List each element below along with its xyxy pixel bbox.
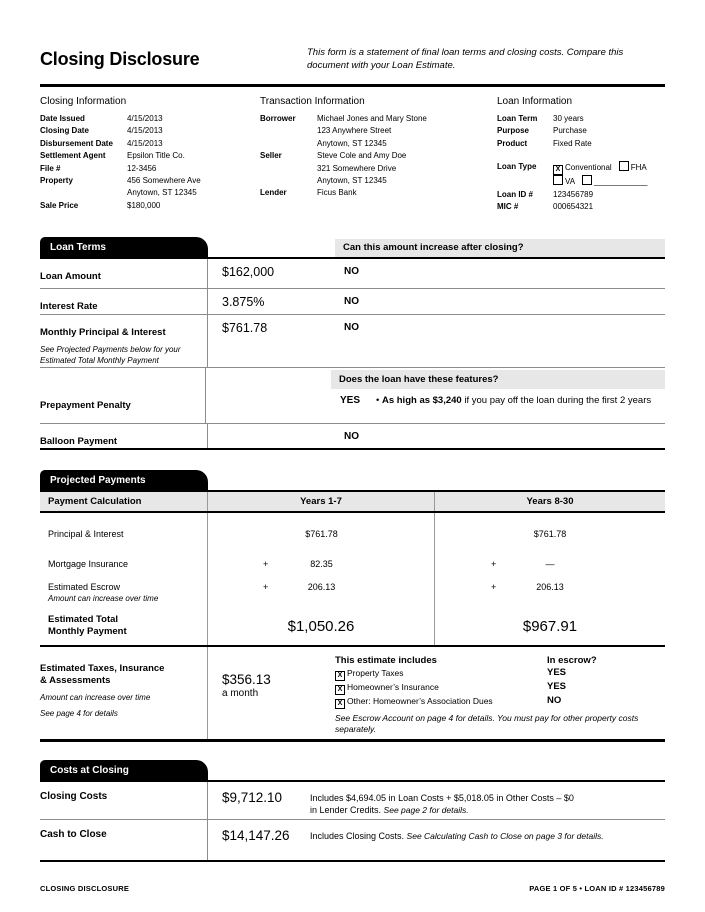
costs-at-closing-header — [40, 760, 665, 780]
loan-terms-section — [40, 237, 665, 450]
row-label-cell — [40, 368, 206, 423]
field-value: 4/15/2013 — [127, 114, 163, 123]
prepayment-detail — [376, 395, 665, 408]
address-line: Steve Cole and Amy Doe — [317, 151, 407, 161]
line-item-value: — — [545, 559, 555, 569]
row-label: Closing Costs — [40, 782, 208, 819]
field-label: Loan ID # — [497, 189, 534, 199]
column-header: Payment Calculation — [40, 492, 208, 511]
address-line: Anytown, ST 12345 — [317, 176, 387, 186]
field-value: Purchase — [553, 126, 587, 136]
option-label: VA — [565, 177, 576, 187]
see-details-note: See page 2 for details. — [383, 805, 469, 815]
address-line: 456 Somewhere Ave — [127, 176, 201, 186]
payment-calculation-header-row — [40, 490, 665, 513]
info-row-property — [40, 175, 260, 200]
field-value: 000654321 — [553, 202, 594, 212]
field-label: Loan Term — [497, 114, 538, 123]
escrow-footnote: See Escrow Account on page 4 for details. You must pay for other property costs separately. — [335, 713, 639, 734]
taxes-label: Estimated Taxes, Insurance & Assessments — [40, 663, 165, 686]
loan-type-option — [619, 163, 647, 172]
estimate-item — [335, 681, 665, 695]
info-row-seller — [260, 150, 497, 187]
info-row-lender — [260, 187, 497, 199]
checkbox-checked-icon: X — [335, 671, 345, 681]
table-row — [40, 315, 665, 368]
line-item-value: $761.78 — [305, 529, 338, 539]
taxes-amount-suffix: a month — [222, 688, 259, 699]
taxes-note: See page 4 for details — [40, 709, 118, 718]
field-label: Product — [497, 138, 528, 148]
estimated-total-row — [40, 609, 665, 647]
estimated-taxes-row — [40, 647, 665, 742]
plus-sign: + — [263, 582, 269, 592]
address-line: 321 Somewhere Drive — [317, 163, 397, 173]
page-title: Closing Disclosure — [40, 49, 200, 69]
field-value: 30 years — [553, 114, 584, 123]
estimate-includes-header — [335, 654, 665, 667]
field-value — [317, 113, 427, 150]
description-line: in Lender Credits. See page 2 for details. — [310, 805, 469, 815]
loan-terms-header — [40, 237, 665, 257]
checkbox-checked-icon: X — [335, 685, 345, 695]
row-label-cell — [40, 259, 208, 288]
checkbox-checked-icon: X — [553, 165, 563, 175]
transaction-information-column — [260, 96, 497, 213]
address-line: 123 Anywhere Street — [317, 126, 392, 136]
row-value-cell: 3.875% — [222, 295, 265, 309]
spacer — [497, 150, 665, 161]
field-label: Borrower — [260, 114, 296, 123]
option-label: ____________ — [594, 177, 648, 187]
field-label: Date Issued — [40, 114, 85, 123]
checkbox-empty-icon — [553, 175, 563, 185]
field-value: 12-3456 — [127, 163, 157, 173]
checkbox-empty-icon — [582, 175, 592, 185]
detail-rest: if you pay off the loan during the first 2 years — [461, 395, 652, 406]
includes-heading: This estimate includes — [335, 655, 437, 666]
row-value-cell — [206, 368, 331, 423]
info-row-date-issued — [40, 113, 260, 125]
field-label: Sale Price — [40, 200, 79, 210]
footer-page-number: PAGE 1 OF 5 • LOAN ID # 123456789 — [529, 884, 665, 893]
row-label-cell — [40, 315, 208, 367]
closing-costs-row — [40, 782, 665, 820]
row-answer-cell: NO — [344, 431, 359, 442]
row-answer-cell: NO — [344, 322, 359, 333]
row-answer-cell: NO — [344, 266, 359, 277]
row-note: See Projected Payments below for your Estimated Total Monthly Payment — [40, 345, 181, 365]
line-item-value: 82.35 — [310, 559, 333, 569]
info-row-loan-id — [497, 189, 665, 201]
see-details-note: See Calculating Cash to Close on page 3 for details. — [406, 831, 604, 841]
answer-yes: YES — [340, 395, 361, 406]
field-value — [317, 150, 406, 187]
estimate-item — [335, 667, 665, 681]
loan-terms-tab: Loan Terms — [40, 237, 208, 257]
line-item-label: Mortgage Insurance — [48, 559, 129, 569]
info-row-sale-price — [40, 200, 260, 212]
address-line: Anytown, ST 12345 — [127, 188, 197, 198]
taxes-detail-cell — [335, 647, 665, 739]
plus-sign: + — [263, 559, 269, 569]
info-row-disbursement-date — [40, 138, 260, 150]
taxes-amount: $356.13 — [222, 672, 271, 687]
table-row — [40, 424, 665, 450]
costs-table — [40, 780, 665, 862]
column-header: Years 1-7 — [208, 492, 435, 511]
item-label: X Other: Homeowner’s Association Dues — [335, 695, 547, 709]
item-label: X Homeowner’s Insurance — [335, 681, 547, 695]
page-header — [40, 44, 665, 87]
row-answer-cell — [331, 368, 665, 423]
projected-payments-tab: Projected Payments — [40, 470, 208, 490]
row-value-cell: $162,000 — [222, 265, 275, 279]
loan-type-option — [582, 177, 647, 186]
item-label: X Property Taxes — [335, 667, 547, 681]
features-question-bar: Does the loan have these features? — [331, 370, 665, 389]
line-item-value: $761.78 — [533, 529, 567, 539]
row-label: Cash to Close — [40, 820, 208, 860]
field-value — [127, 175, 201, 200]
line-item-label: Estimated Escrow — [48, 582, 121, 592]
field-label: Purpose — [497, 126, 530, 136]
field-label: Disbursement Date — [40, 138, 113, 148]
option-label: Conventional — [565, 163, 612, 173]
field-label: Seller — [260, 151, 282, 161]
total-value-years8-30: $967.91 — [522, 618, 578, 635]
row-value-cell — [208, 424, 335, 448]
taxes-note: Amount can increase over time — [40, 693, 151, 702]
footer-document-name: CLOSING DISCLOSURE — [40, 884, 130, 893]
in-escrow-value: NO — [547, 695, 562, 706]
bullet: • — [376, 395, 382, 406]
row-description — [310, 782, 665, 819]
checkbox-checked-icon: X — [335, 699, 345, 709]
row-label: Interest Rate — [40, 301, 98, 312]
field-label: Lender — [260, 188, 287, 198]
taxes-label-cell — [40, 647, 208, 739]
loan-type-line1 — [553, 161, 654, 175]
info-row-file-number — [40, 163, 260, 175]
field-label: Loan Type — [497, 162, 537, 172]
field-label: Closing Date — [40, 126, 89, 136]
row-description: Includes Closing Costs. See Calculating Cash to Close on page 3 for details. — [310, 831, 604, 841]
field-label: Property — [40, 176, 73, 186]
row-label: Monthly Principal & Interest — [40, 327, 166, 338]
checkbox-empty-icon — [619, 161, 629, 171]
loan-type-option — [553, 177, 575, 186]
line-item-label: Principal & Interest — [48, 529, 124, 539]
field-value: Fixed Rate — [553, 138, 592, 148]
increase-question-bar: Can this amount increase after closing? — [335, 239, 665, 257]
detail-amount: As high as $3,240 — [381, 395, 462, 406]
table-row-prepayment — [40, 368, 665, 424]
info-row-borrower — [260, 113, 497, 150]
field-value: 4/15/2013 — [127, 126, 163, 136]
description-line: Includes $4,694.05 in Loan Costs + $5,018.05 in Other Costs – $0 — [310, 793, 574, 803]
page-footer — [40, 884, 665, 893]
line-item-value: 206.13 — [536, 582, 564, 592]
in-escrow-value: YES — [547, 681, 567, 692]
transaction-info-heading: Transaction Information — [260, 96, 365, 107]
field-value: Epsilon Title Co. — [127, 151, 185, 161]
field-value: 123456789 — [553, 189, 594, 199]
field-label: Settlement Agent — [40, 151, 106, 161]
escrow-note: Amount can increase over time — [48, 594, 159, 603]
option-label: FHA — [630, 163, 647, 173]
field-label: MIC # — [497, 202, 519, 212]
loan-info-heading: Loan Information — [497, 96, 573, 107]
loan-information-column — [497, 96, 665, 213]
info-row-product — [497, 138, 665, 150]
info-row-purpose — [497, 125, 665, 137]
info-row-settlement-agent — [40, 150, 260, 162]
address-line: Anytown, ST 12345 — [317, 138, 387, 148]
form-intro-text: This form is a statement of final loan terms and closing costs. Compare this document with your Loan Estimate. — [307, 47, 624, 71]
field-label: File # — [40, 163, 61, 173]
row-label: Loan Amount — [40, 271, 101, 282]
line-item-value: 206.13 — [307, 582, 336, 592]
loan-terms-table — [40, 257, 665, 450]
table-row — [40, 259, 665, 289]
costs-at-closing-tab: Costs at Closing — [40, 760, 208, 780]
plus-sign: + — [491, 559, 497, 569]
total-value-years1-7: $1,050.26 — [208, 609, 435, 645]
projected-payments-header — [40, 470, 665, 490]
info-row-loan-type — [497, 161, 665, 188]
info-row-closing-date — [40, 125, 260, 137]
loan-type-options — [553, 161, 654, 188]
row-answer-cell: NO — [344, 296, 359, 307]
closing-info-heading: Closing Information — [40, 96, 127, 107]
address-line: Michael Jones and Mary Stone — [317, 114, 427, 123]
row-amount: $14,147.26 — [222, 828, 290, 843]
field-value: Ficus Bank — [317, 188, 357, 198]
projected-payments-section — [40, 470, 665, 742]
total-label-cell: Estimated Total Monthly Payment — [40, 609, 208, 645]
loan-type-line2 — [553, 175, 654, 188]
info-row-mic — [497, 201, 665, 213]
costs-at-closing-section — [40, 760, 665, 862]
loan-type-option — [553, 163, 612, 172]
row-amount: $9,712.10 — [222, 790, 283, 805]
column-header: Years 8-30 — [526, 496, 574, 507]
table-row — [40, 289, 665, 315]
estimate-item — [335, 695, 665, 709]
closing-information-column — [40, 96, 260, 213]
field-value: $180,000 — [127, 200, 161, 210]
info-row-loan-term — [497, 113, 665, 125]
row-label: Balloon Payment — [40, 436, 118, 447]
taxes-amount-cell — [208, 647, 335, 739]
field-value: 4/15/2013 — [127, 138, 163, 148]
in-escrow-heading: In escrow? — [547, 655, 597, 666]
row-label-cell — [40, 424, 208, 448]
row-label: Prepayment Penalty — [40, 400, 131, 411]
payment-breakdown-body — [40, 513, 665, 609]
information-section — [40, 96, 665, 213]
cash-to-close-row — [40, 820, 665, 862]
row-value-cell: $761.78 — [222, 321, 268, 335]
plus-sign: + — [491, 582, 497, 592]
row-label-cell — [40, 289, 208, 314]
prepayment-answer-line — [331, 389, 665, 408]
in-escrow-value: YES — [547, 667, 567, 678]
